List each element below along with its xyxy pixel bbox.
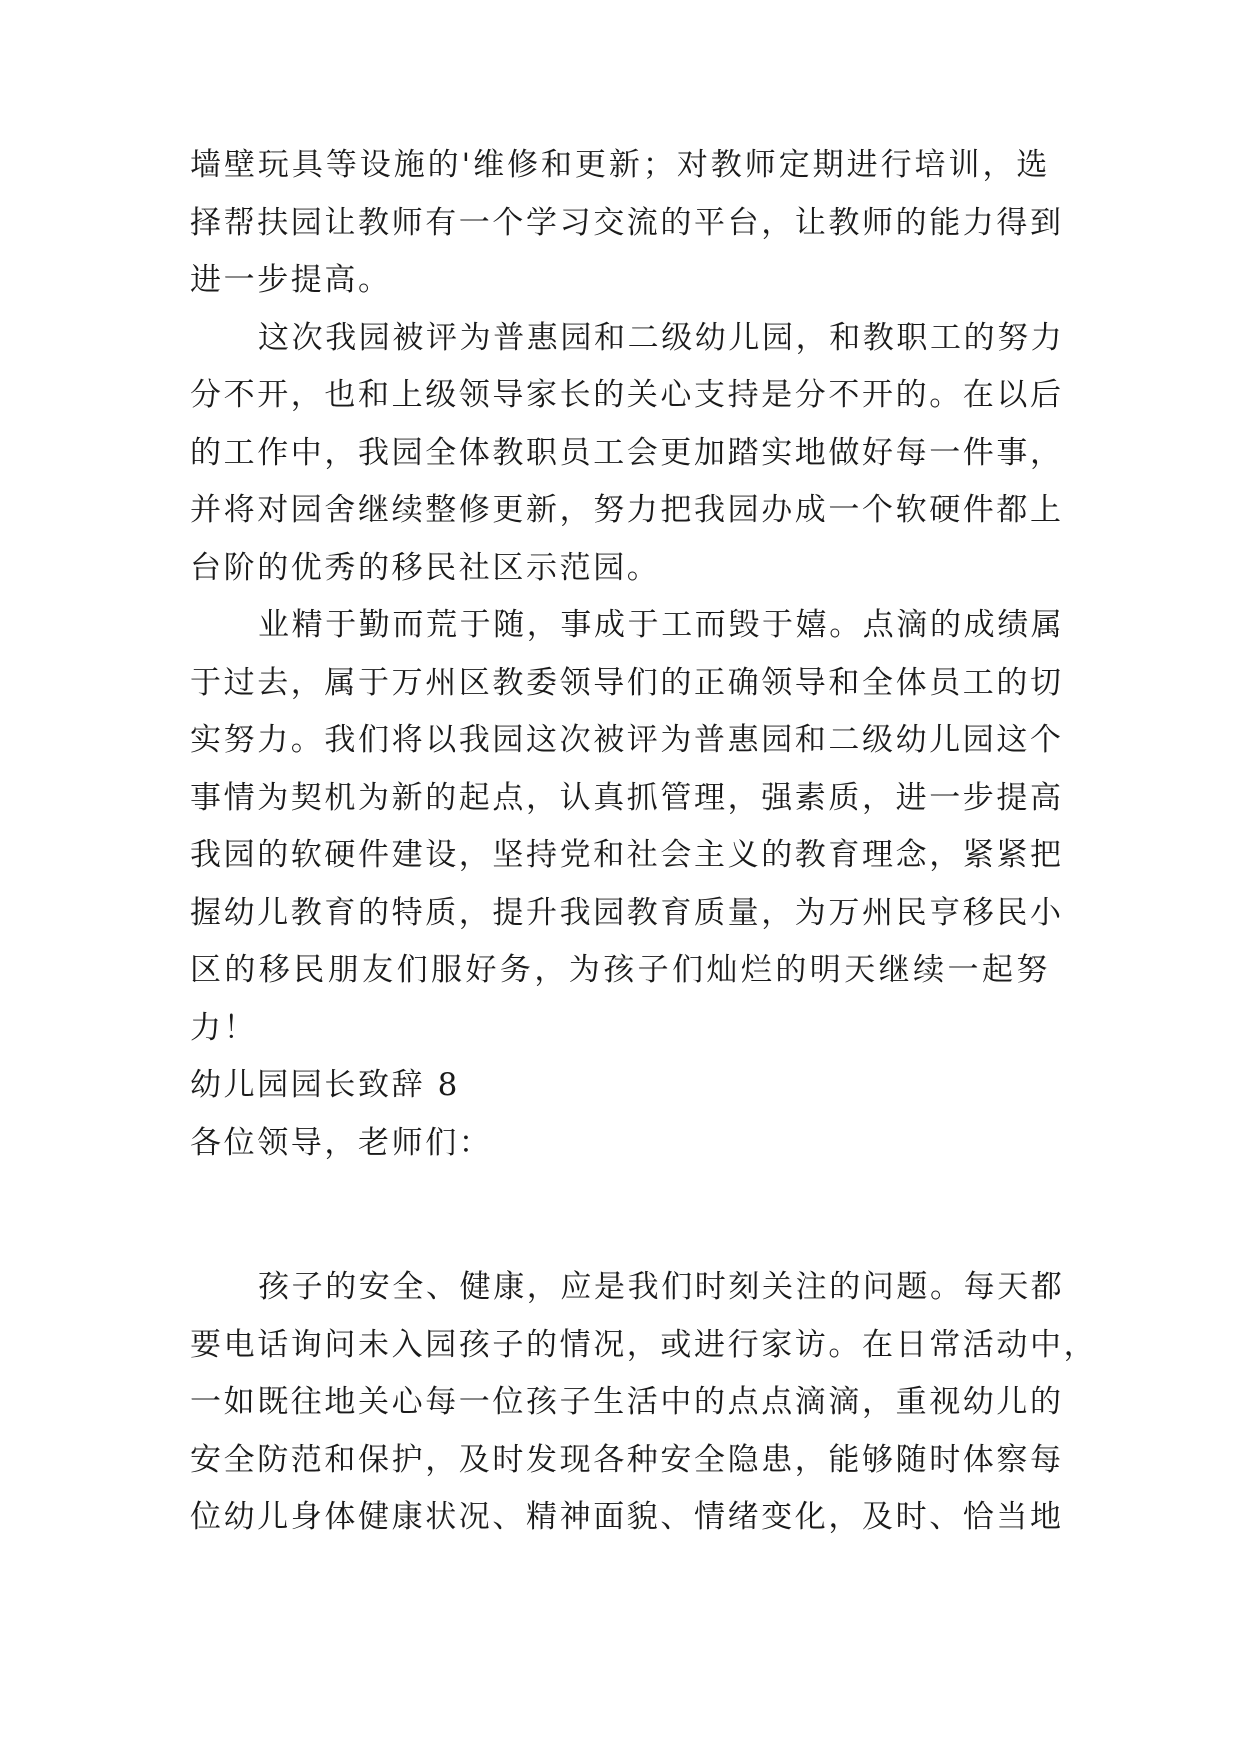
paragraph-line: 要电话询问未入园孩子的情况，或进行家访。在日常活动中， [190,1326,1098,1363]
paragraph-line: 这次我园被评为普惠园和二级幼儿园，和教职工的努力 [258,319,1065,356]
paragraph-line: 力！ [190,1009,258,1046]
paragraph-line: 位幼儿身体健康状况、精神面貌、情绪变化，及时、恰当地 [190,1499,1064,1535]
paragraph-line: 进一步提高。 [190,262,392,298]
paragraph-line: 的工作中，我园全体教职员工会更加踏实地做好每一件事， [190,434,1064,471]
salutation [190,1115,1050,1173]
paragraph-line: 于过去，属于万州区教委领导们的正确领导和全体员工的切 [190,664,1064,701]
paragraph-line: 实努力。我们将以我园这次被评为普惠园和二级幼儿园这个 [190,722,1064,758]
paragraph-4 [190,1259,1098,1547]
salutation-text: 各位领导，老师们： [190,1124,493,1161]
paragraph-line: 区的移民朋友们服好务，为孩子们灿烂的明天继续一起努 [190,952,1050,988]
paragraph-line: 一如既往地关心每一位孩子生活中的点点滴滴，重视幼儿的 [190,1384,1064,1420]
heading-text: 幼儿园园长致辞 8 [190,1067,460,1103]
paragraph-line: 事情为契机为新的起点，认真抓管理，强素质，进一步提高 [190,779,1064,816]
paragraph-line: 台阶的优秀的移民社区示范园。 [190,549,661,586]
paragraph-line: 业精于勤而荒于随，事成于工而毁于嬉。点滴的成绩属 [258,607,1065,643]
paragraph-line: 并将对园舍继续整修更新，努力把我园办成一个软硬件都上 [190,492,1064,528]
paragraph-line: 择帮扶园让教师有一个学习交流的平台，让教师的能力得到 [190,204,1064,241]
paragraph-line: 孩子的安全、健康，应是我们时刻关注的问题。每天都 [258,1269,1065,1305]
paragraph-line: 我园的软硬件建设，坚持党和社会主义的教育理念，紧紧把 [190,837,1064,873]
paragraph-1 [190,137,1064,310]
paragraph-3 [190,597,1065,1057]
paragraph-line: 墙壁玩具等设施的'维修和更新；对教师定期进行培训，选 [190,147,1050,183]
section-heading [190,1057,1050,1115]
paragraph-line: 分不开，也和上级领导家长的关心支持是分不开的。在以后 [190,377,1064,413]
paragraph-2 [190,310,1065,598]
paragraph-line: 安全防范和保护，及时发现各种安全隐患，能够随时体察每 [190,1441,1064,1478]
paragraph-line: 握幼儿教育的特质，提升我园教育质量，为万州民亨移民小 [190,894,1064,931]
